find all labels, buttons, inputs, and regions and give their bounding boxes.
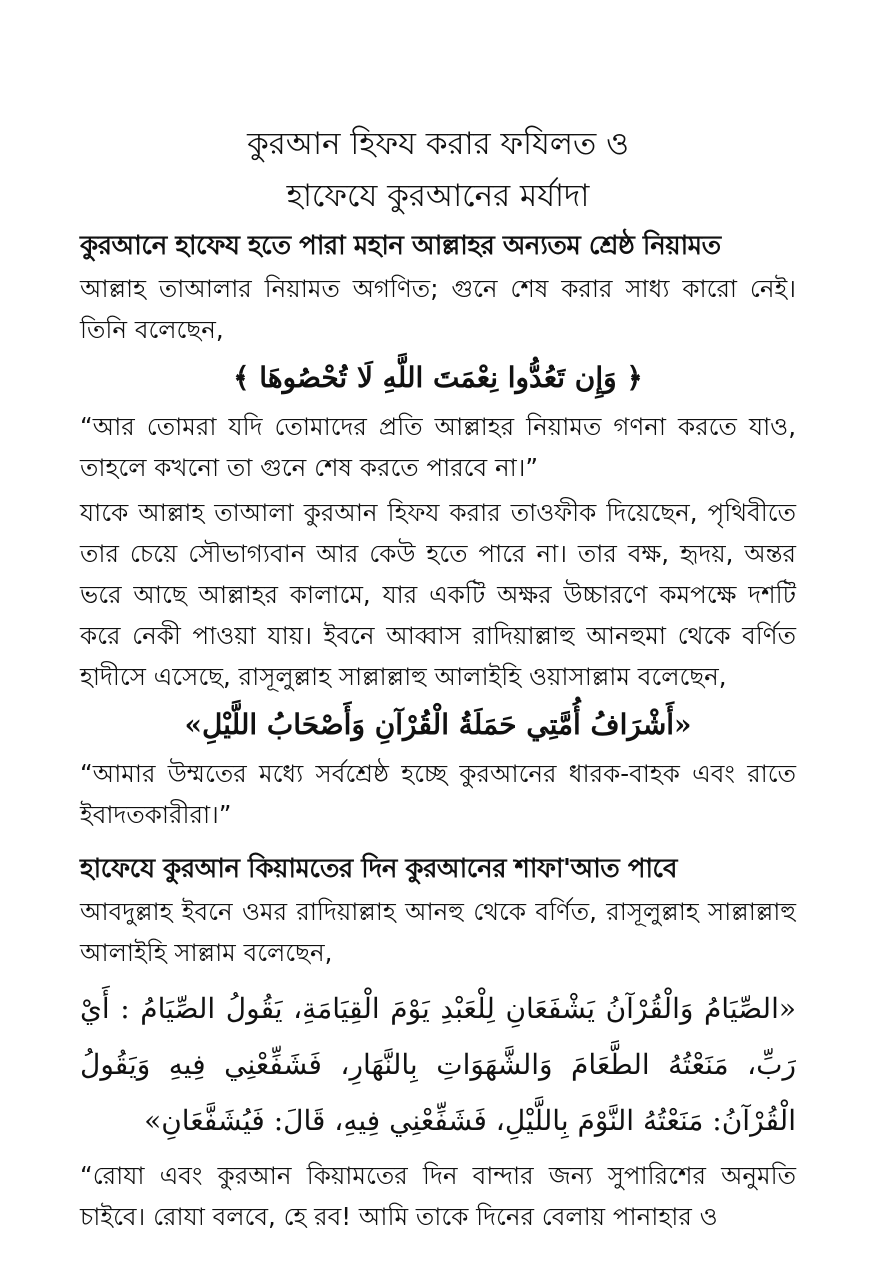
hadith-arabic-1: «أَشْرَافُ أُمَّتِي حَمَلَةُ الْقُرْآنِ وَأَصْحَابُ اللَّيْلِ» [184, 708, 692, 741]
section2-heading: হাফেযে কুরআন কিয়ামতের দিন কুরআনের শাফা'আত পাবে [80, 854, 677, 884]
section1-intro: আল্লাহ তাআলার নিয়ামত অগণিত; গুনে শেষ করার সাধ্য কারো নেই। তিনি বলেছেন, [80, 274, 796, 344]
hadith-translation-2: “রোযা এবং কুরআন কিয়ামতের দিন বান্দার জন্য সুপারিশের অনুমতি চাইবে। রোযা বলবে, হে রব! আমি তাকে দিনের বেলায় পানাহার ও [80, 1161, 796, 1231]
section1-body: যাকে আল্লাহ তাআলা কুরআন হিফয করার তাওফীক দিয়েছেন, পৃথিবীতে তার চেয়ে সৌভাগ্যবান আর কেউ হতে পারে না। তার বক্ষ, হৃদয়, অন্তর ভরে আছে আল্লাহর কালামে, যার একটি অক্ষর উচ্চারণে কমপক্ষে দশটি করে নেকী পাওয়া যায়। ইবনে আব্বাস রাদিয়াল্লাহু আনহুমা থেকে বর্ণিত হাদীসে এসেছে, রাসূলুল্লাহ সাল্লাল্লাহু আলাইহি ওয়াসাল্লাম বলেছেন, [80, 498, 796, 691]
book-page [80, 118, 796, 1237]
quran-ayah: ﴿ وَإِن تَعُدُّوا نِعْمَتَ اللَّهِ لَا تُحْصُوهَا ﴾ [233, 361, 643, 394]
chapter-title-line1: কুরআন হিফয করার ফযিলত ও [247, 126, 629, 162]
hadith-arabic-2: «الصِّيَامُ وَالْقُرْآنُ يَشْفَعَانِ لِلْعَبْدِ يَوْمَ الْقِيَامَةِ، يَقُولُ الصِّيَامُ : أَيْ رَبِّ، مَنَعْتُهُ الطَّعَامَ وَالشَّهَوَاتِ بِالنَّهَارِ، فَشَفِّعْنِي فِيهِ وَيَقُولُ الْقُرْآنُ: مَنَعْتُهُ النَّوْمَ بِاللَّيْلِ، فَشَفِّعْنِي فِيهِ، قَالَ: فَيُشَفَّعَانِ» [80, 992, 796, 1137]
hadith-translation-1: “আমার উম্মতের মধ্যে সর্বশ্রেষ্ঠ হচ্ছে কুরআনের ধারক-বাহক এবং রাতে ইবাদতকারীরা।” [80, 759, 796, 829]
section1-heading: কুরআনে হাফেয হতে পারা মহান আল্লাহর অন্যতম শ্রেষ্ঠ নিয়ামত [80, 231, 721, 261]
section2-intro: আবদুল্লাহ ইবনে ওমর রাদিয়াল্লাহ আনহু থেকে বর্ণিত, রাসূলুল্লাহ সাল্লাল্লাহু আলাইহি সাল্লাম বলেছেন, [80, 897, 796, 967]
chapter-title-line2: হাফেযে কুরআনের মর্যাদা [286, 178, 590, 214]
ayah-translation: “আর তোমরা যদি তোমাদের প্রতি আল্লাহর নিয়ামত গণনা করতে যাও, তাহলে কখনো তা গুনে শেষ করতে পারবে না।” [80, 412, 796, 482]
